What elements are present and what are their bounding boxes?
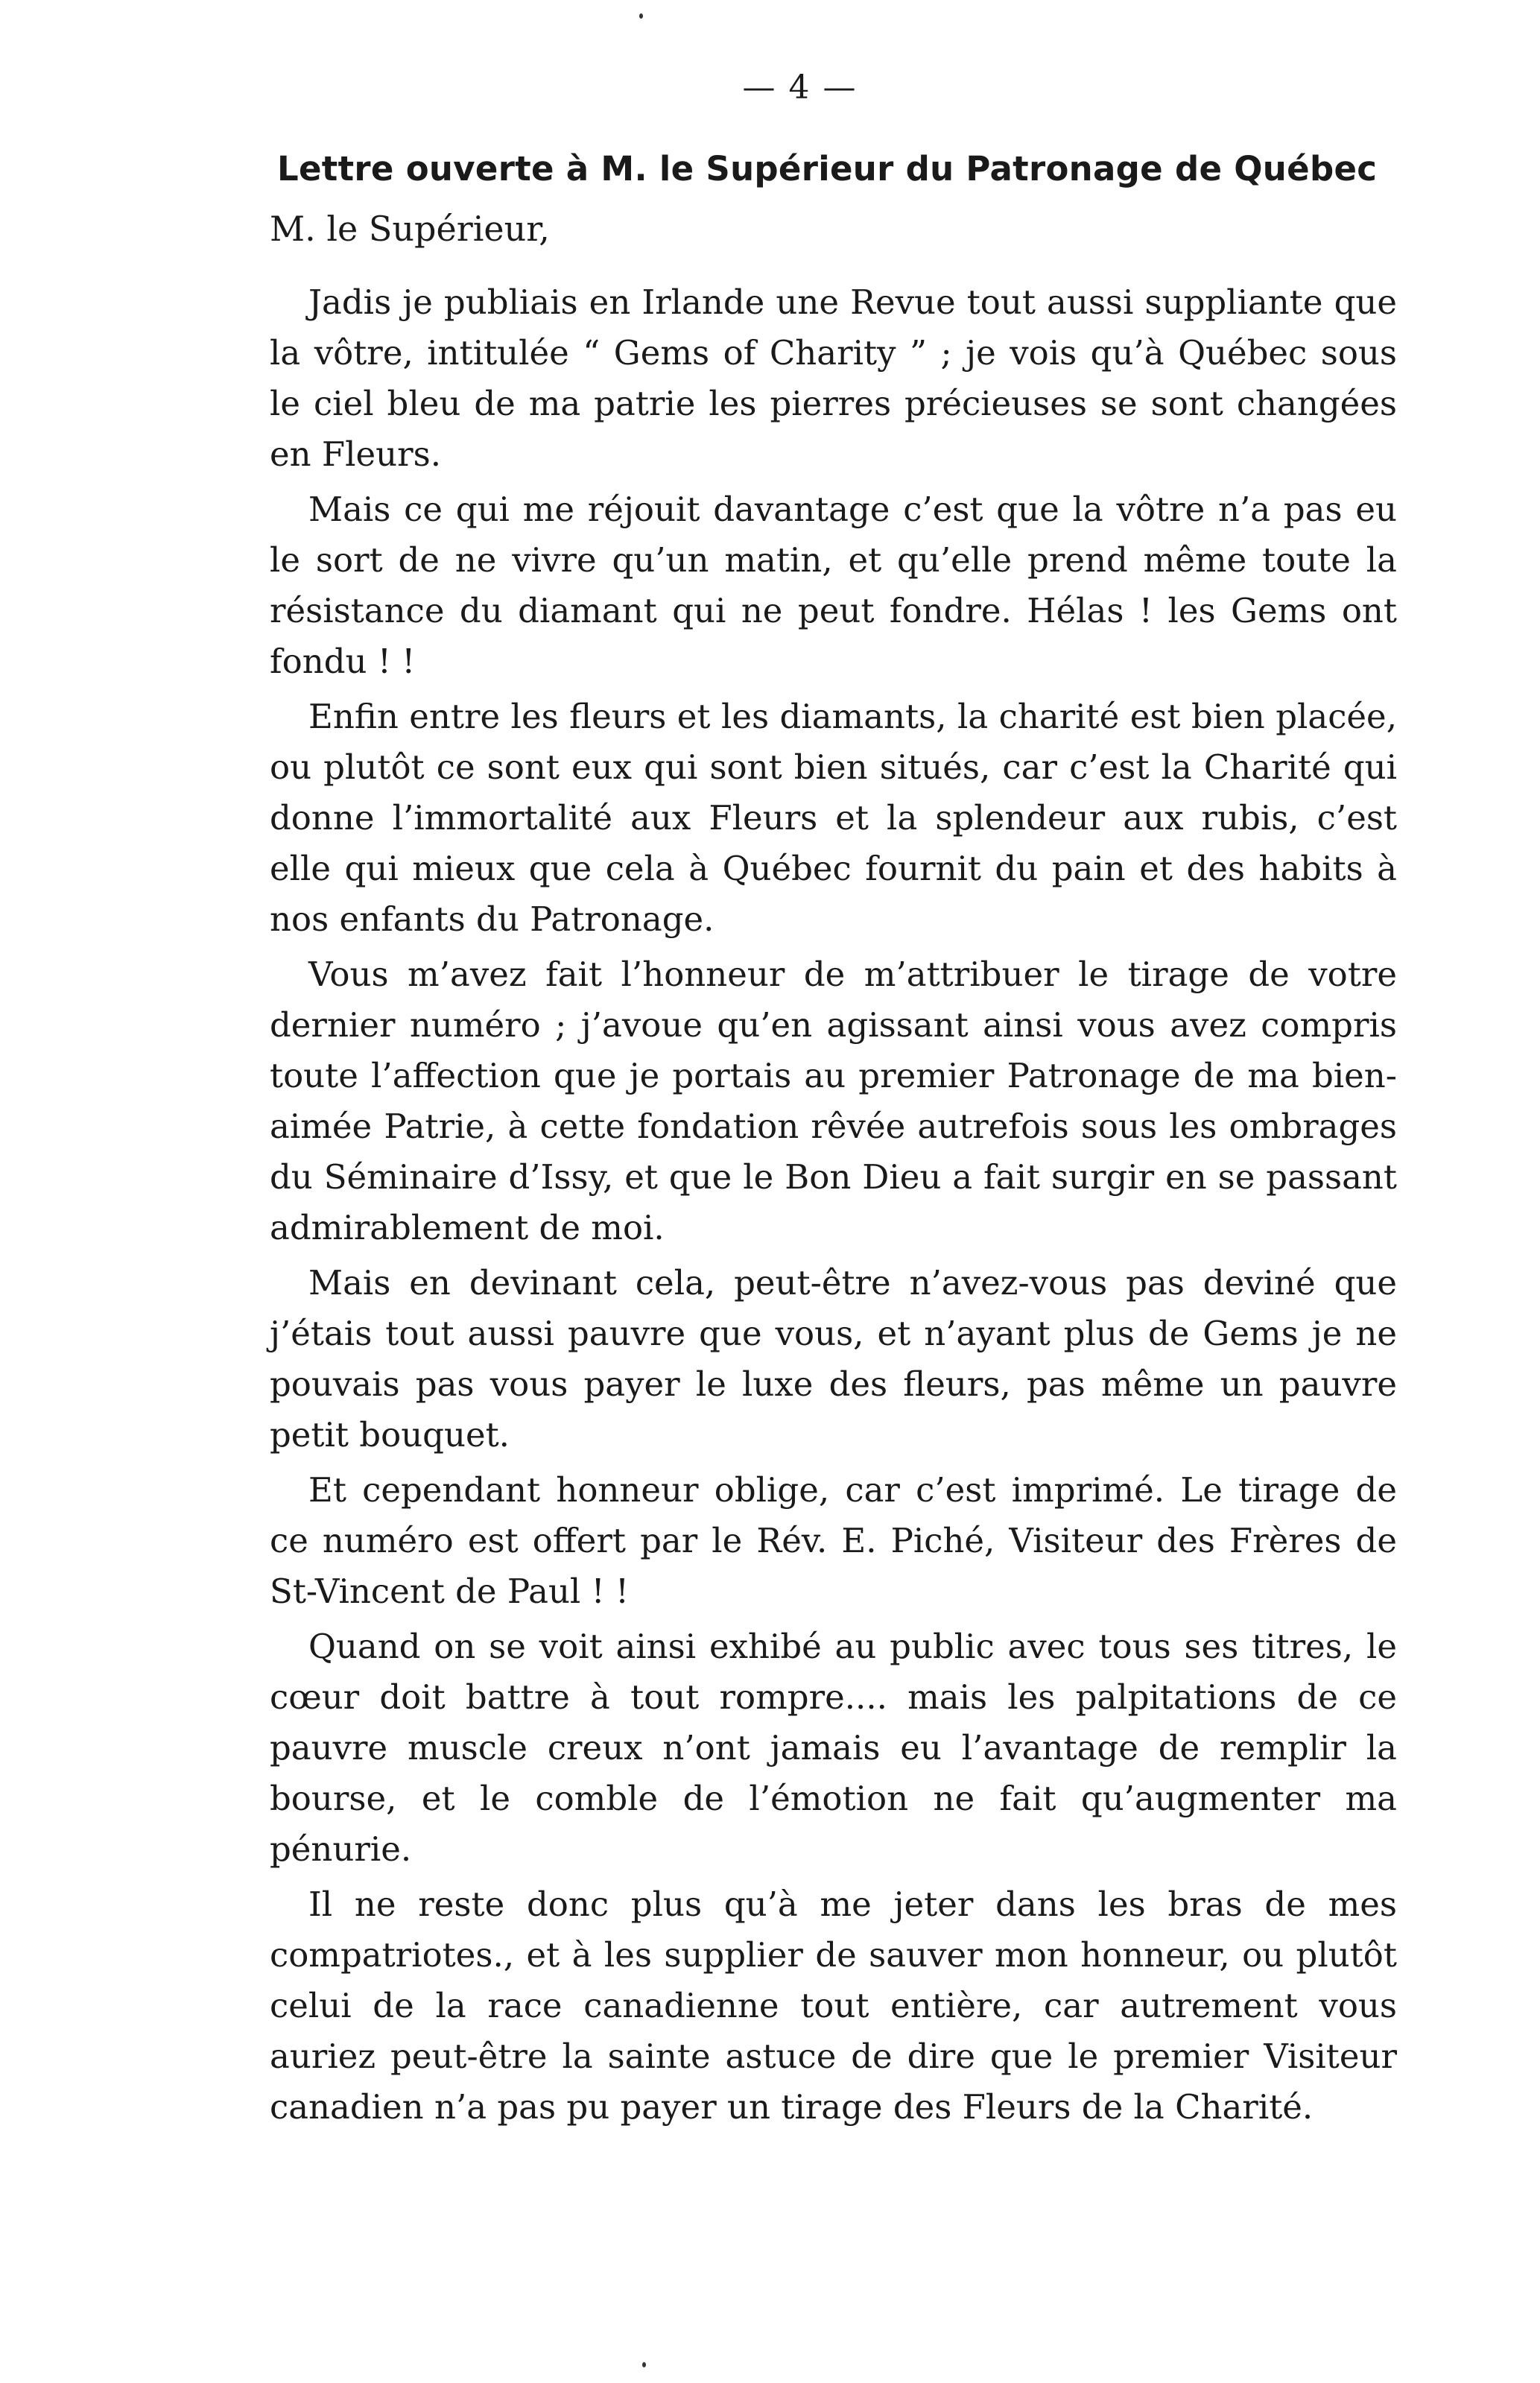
page-number: — 4 —	[742, 69, 858, 107]
paragraph: Et cependant honneur oblige, car c’est imprimé. Le tirage de ce numéro est offert par le Rév. E. Piché, Visiteur des Frères de St-Vincent de Paul ! !	[270, 1470, 1397, 1611]
paragraph: Mais ce qui me réjouit davantage c’est que la vôtre n’a pas eu le sort de ne vivre qu’un matin, et qu’elle prend même toute la résistance du diamant qui ne peut fondre. Hélas ! les Gems ont fondu ! !	[270, 490, 1397, 681]
paragraph: Quand on se voit ainsi exhibé au public avec tous ses titres, le cœur doit battre à tout rompre.... mais les palpitations de ce pauvre muscle creux n’ont jamais eu l’avantage de remplir la bourse, et le comble de l’émotion ne fait qu’augmenter ma pénurie.	[270, 1627, 1397, 1869]
print-speck	[639, 13, 643, 19]
paragraph: Mais en devinant cela, peut-être n’avez-vous pas deviné que j’étais tout aussi pauvre que vous, et n’ayant plus de Gems je ne pouvais pas vous payer le luxe des fleurs, pas même un pauvre petit bouquet.	[270, 1263, 1397, 1455]
print-speck	[642, 2362, 646, 2367]
paragraph: Vous m’avez fait l’honneur de m’attribuer le tirage de votre dernier numéro ; j’avoue qu’en agissant ainsi vous avez compris toute l’affection que je portais au premier Patronage de ma bien-aimée Patrie, à cette fondation rêvée autrefois sous les ombrages du Séminaire d’Issy, et que le Bon Dieu a fait surgir en se passant admirablement de moi.	[270, 955, 1397, 1247]
paragraph: Jadis je publiais en Irlande une Revue tout aussi suppliante que la vôtre, intitulée “ Gems of Charity ” ; je vois qu’à Québec sous le ciel bleu de ma patrie les pierres précieuses se sont changées en Fleurs.	[270, 282, 1397, 474]
paragraph: Enfin entre les fleurs et les diamants, la charité est bien placée, ou plutôt ce sont eux qui sont bien situés, car c’est la Charité qui donne l’immortalité aux Fleurs et la splendeur aux rubis, c’est elle qui mieux que cela à Québec fournit du pain et des habits à nos enfants du Patronage.	[270, 697, 1397, 939]
letter-body	[270, 277, 1397, 2137]
letter-heading: Lettre ouverte à M. le Supérieur du Patronage de Québec	[277, 149, 1378, 189]
salutation: M. le Supérieur,	[270, 209, 550, 249]
paragraph: Il ne reste donc plus qu’à me jeter dans les bras de mes compatriotes., et à les supplier de sauver mon honneur, ou plutôt celui de la race canadienne tout entière, car autrement vous auriez peut-être la sainte astuce de dire que le premier Visiteur canadien n’a pas pu payer un tirage des Fleurs de la Charité.	[270, 1884, 1397, 2127]
